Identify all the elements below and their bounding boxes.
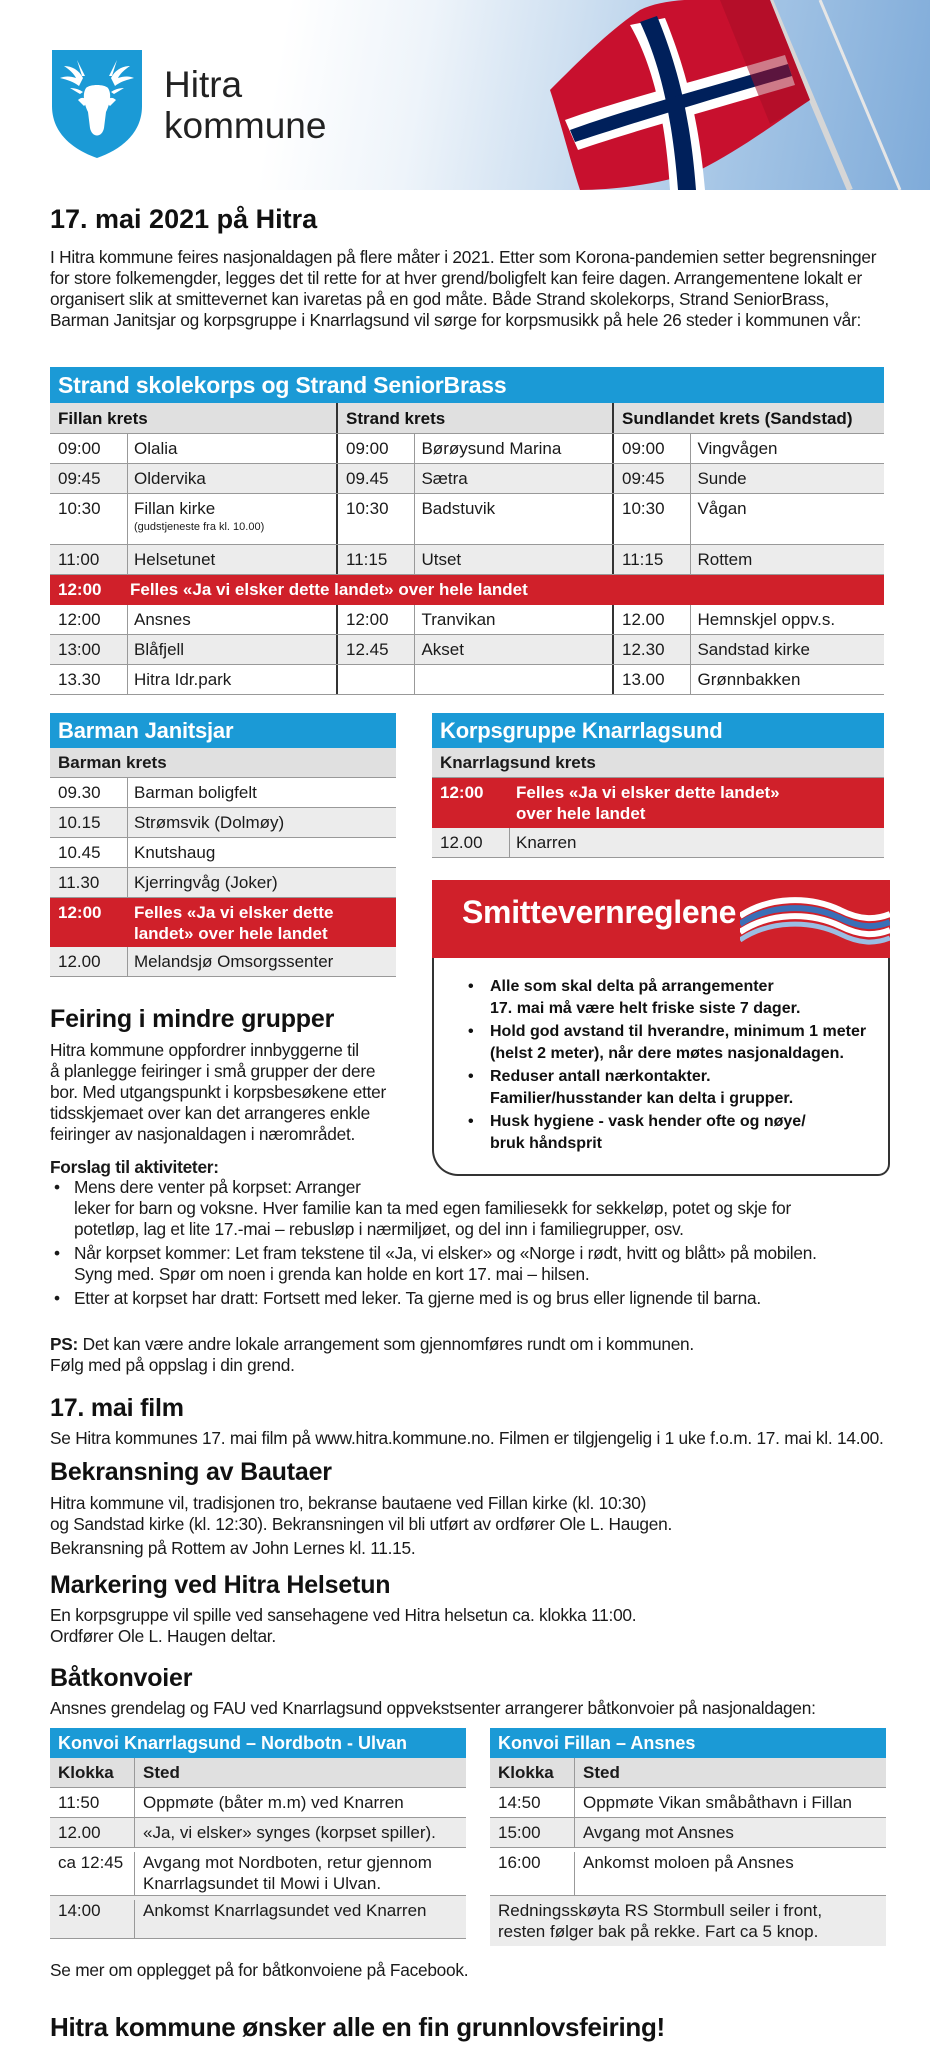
place-cell: Avgang mot Nordboten, retur gjennom bbox=[143, 1853, 432, 1872]
note-line: resten følger bak på rekke. Fart ca 5 knop. bbox=[498, 1922, 819, 1941]
place-cell: Avgang mot Ansnes bbox=[583, 1823, 734, 1842]
text-line: å planlegge feiringer i små grupper der dere bbox=[50, 1061, 376, 1081]
forslag-label: Forslag til aktiviteter: bbox=[50, 1157, 219, 1177]
facebook-note: Se mer om opplegget på for båtkonvoiene på Facebook. bbox=[50, 1960, 469, 1980]
table-row bbox=[490, 1848, 886, 1896]
place-cell: Sandstad kirke bbox=[697, 640, 810, 659]
table-row bbox=[50, 838, 396, 868]
time-cell: 09:45 bbox=[50, 464, 128, 493]
activity-list bbox=[50, 1177, 890, 1312]
place-cell: Kjerringvåg (Joker) bbox=[134, 873, 278, 892]
time-cell: 12.00 bbox=[614, 605, 691, 634]
rule-line: • Reduser antall nærkontakter. bbox=[490, 1068, 711, 1085]
place-cell: Knarren bbox=[516, 833, 577, 852]
konvoi-knarrlagsund-table bbox=[50, 1728, 466, 1939]
text-line: feiringer av nasjonaldagen i nærområdet. bbox=[50, 1124, 356, 1144]
time-cell: ca 12:45 bbox=[50, 1852, 135, 1895]
time-cell: 09:00 bbox=[614, 434, 691, 463]
place-cell: Fillan kirke bbox=[134, 499, 216, 518]
strand-schedule-table bbox=[50, 367, 884, 695]
time-cell bbox=[338, 665, 415, 694]
ps-paragraph bbox=[50, 1334, 890, 1376]
place-cell: Helsetunet bbox=[134, 550, 216, 569]
time-cell: 14:50 bbox=[490, 1788, 575, 1817]
place-cell: Vågan bbox=[697, 499, 747, 518]
col-header-klokka: Klokka bbox=[50, 1758, 135, 1787]
time-cell: 14:00 bbox=[50, 1900, 135, 1938]
strand-table-title: Strand skolekorps og Strand SeniorBrass bbox=[50, 367, 884, 403]
time-cell: 11.30 bbox=[50, 868, 128, 897]
table-row bbox=[50, 808, 396, 838]
place-cell: Utset bbox=[421, 550, 462, 569]
col-header-sted: Sted bbox=[143, 1763, 180, 1782]
time-cell: 12.00 bbox=[432, 828, 510, 857]
col-header-sted: Sted bbox=[583, 1763, 620, 1782]
time-cell: 09.30 bbox=[50, 778, 128, 807]
place-cell: Børøysund Marina bbox=[421, 439, 562, 458]
text-line: tidsskjemaet over kan det arrangeres enkle bbox=[50, 1103, 370, 1123]
closing-message: Hitra kommune ønsker alle en fin grunnlovsfeiring! bbox=[50, 2012, 665, 2042]
felles-row bbox=[432, 778, 884, 828]
page-title: 17. mai 2021 på Hitra bbox=[50, 204, 318, 234]
place-cell: Badstuvik bbox=[421, 499, 496, 518]
smittevern-header bbox=[432, 880, 890, 958]
norwegian-flag-icon bbox=[520, 0, 930, 190]
col-header-strand: Strand krets bbox=[336, 403, 612, 433]
batkonvoier-intro: Ansnes grendelag og FAU ved Knarrlagsund oppvekstsenter arrangerer båtkonvoier på nasjonaldagen: bbox=[50, 1698, 816, 1718]
felles-text-line2: over hele landet bbox=[516, 804, 646, 823]
rule-line: bruk håndsprit bbox=[490, 1135, 603, 1152]
table-row bbox=[50, 868, 396, 898]
place-cell: Oppmøte Vikan småbåthavn i Fillan bbox=[583, 1793, 852, 1812]
rule-line: • Hold god avstand til hverandre, minimum 1 meter bbox=[490, 1023, 867, 1040]
rule-line: • Husk hygiene - vask hender ofte og nøye/ bbox=[490, 1113, 806, 1130]
place-cell-line2: Knarrlagsundet til Mowi i Ulvan. bbox=[143, 1874, 382, 1893]
table-row bbox=[50, 778, 396, 808]
time-cell: 09:00 bbox=[50, 434, 128, 463]
place-cell: Ankomst Knarrlagsundet ved Knarren bbox=[143, 1901, 427, 1920]
time-cell: 09.45 bbox=[338, 464, 415, 493]
knarr-table-title: Korpsgruppe Knarrlagsund bbox=[432, 713, 884, 748]
film-heading: 17. mai film bbox=[50, 1394, 184, 1422]
time-cell: 12.30 bbox=[614, 635, 691, 664]
text-line: bor. Med utgangspunkt i korpsbesøkene etter bbox=[50, 1082, 387, 1102]
rule-line: • Alle som skal delta på arrangementer bbox=[490, 978, 774, 995]
table-row bbox=[50, 635, 884, 665]
konvoi2-title: Konvoi Fillan – Ansnes bbox=[490, 1728, 886, 1758]
text-line: Bekransning på Rottem av John Lernes kl. 11.15. bbox=[50, 1538, 416, 1558]
time-cell: 12:00 bbox=[50, 605, 128, 634]
knarr-table-subheader: Knarrlagsund krets bbox=[432, 748, 884, 778]
place-cell bbox=[415, 665, 612, 694]
time-cell: 09:00 bbox=[338, 434, 415, 463]
place-cell: Sunde bbox=[697, 469, 747, 488]
text-line: • Når korpset kommer: Let fram tekstene til «Ja, vi elsker» og «Norge i rødt, hvitt og blått» på mobilen. bbox=[74, 1243, 817, 1263]
time-cell: 13:00 bbox=[50, 635, 128, 664]
place-cell: Vingvågen bbox=[697, 439, 778, 458]
text-line: Hitra kommune oppfordrer innbyggerne til bbox=[50, 1040, 359, 1060]
konvoi2-note bbox=[490, 1896, 886, 1946]
place-cell: Ankomst moloen på Ansnes bbox=[583, 1853, 794, 1872]
bautaer-heading: Bekransning av Bautaer bbox=[50, 1458, 332, 1486]
time-cell: 16:00 bbox=[490, 1852, 575, 1895]
list-item bbox=[50, 1288, 890, 1309]
place-cell: Barman boligfelt bbox=[134, 783, 257, 802]
feiring-paragraph bbox=[50, 1040, 430, 1145]
place-cell: Knutshaug bbox=[134, 843, 216, 862]
text-line: En korpsgruppe vil spille ved sansehagene ved Hitra helsetun ca. klokka 11:00. bbox=[50, 1605, 637, 1625]
felles-time: 12:00 bbox=[58, 580, 102, 599]
barman-table-subheader: Barman krets bbox=[50, 748, 396, 778]
place-cell: Blåfjell bbox=[134, 640, 185, 659]
time-cell: 12.45 bbox=[338, 635, 415, 664]
text-line: Hitra kommune vil, tradisjonen tro, bekranse bautaene ved Fillan kirke (kl. 10:30) bbox=[50, 1493, 647, 1513]
gudstjeneste-note: (gudstjeneste fra kl. 10.00) bbox=[134, 521, 265, 533]
org-name-line1: Hitra bbox=[164, 64, 243, 105]
konvoi2-header bbox=[490, 1758, 886, 1788]
ps-label: PS: bbox=[50, 1334, 79, 1354]
rule-line: (helst 2 meter), når dere møtes nasjonaldagen. bbox=[490, 1045, 844, 1062]
felles-time: 12:00 bbox=[58, 903, 102, 922]
konvoi1-title: Konvoi Knarrlagsund – Nordbotn - Ulvan bbox=[50, 1728, 466, 1758]
time-cell: 10.15 bbox=[50, 808, 128, 837]
time-cell: 12.00 bbox=[50, 947, 128, 976]
organization-name bbox=[164, 64, 326, 146]
list-item bbox=[468, 1066, 878, 1110]
table-row bbox=[50, 1896, 466, 1939]
table-row bbox=[432, 828, 884, 858]
time-cell: 10:30 bbox=[338, 494, 415, 544]
place-cell: Grønnbakken bbox=[697, 670, 801, 689]
rule-line: Familier/husstander kan delta i grupper. bbox=[490, 1090, 794, 1107]
place-cell: Oppmøte (båter m.m) ved Knarren bbox=[143, 1793, 404, 1812]
time-cell: 10:30 bbox=[50, 494, 128, 544]
time-cell: 12:00 bbox=[338, 605, 415, 634]
time-cell: 10.45 bbox=[50, 838, 128, 867]
list-item bbox=[468, 1111, 878, 1155]
place-cell: «Ja, vi elsker» synges (korpset spiller). bbox=[143, 1823, 436, 1842]
text-line: og Sandstad kirke (kl. 12:30). Bekransningen vil bli utført av ordfører Ole L. Haugen. bbox=[50, 1514, 673, 1534]
feiring-heading: Feiring i mindre grupper bbox=[50, 1005, 335, 1033]
list-item bbox=[50, 1243, 890, 1285]
time-cell: 09:45 bbox=[614, 464, 691, 493]
place-cell: Ansnes bbox=[134, 610, 191, 629]
place-cell: Sætra bbox=[421, 469, 468, 488]
felles-text-line2: landet» over hele landet bbox=[134, 924, 328, 943]
smittevern-rules-list bbox=[468, 976, 878, 1156]
ps-text-line2: Følg med på oppslag i din grend. bbox=[50, 1355, 295, 1375]
text-line: leker for barn og voksne. Hver familie kan ta med egen familiesekk for sekkeløp, potet og skje for bbox=[74, 1198, 792, 1218]
text-line: • Etter at korpset har dratt: Fortsett med leker. Ta gjerne med is og brus eller lignende til barna. bbox=[74, 1288, 761, 1308]
time-cell: 12.00 bbox=[50, 1818, 135, 1847]
text-line: • Mens dere venter på korpset: Arranger bbox=[74, 1177, 361, 1197]
table-row bbox=[50, 1818, 466, 1848]
table-row bbox=[50, 947, 396, 977]
table-row bbox=[50, 494, 884, 545]
table-row bbox=[50, 665, 884, 695]
place-cell: Hitra Idr.park bbox=[134, 670, 232, 689]
time-cell: 11:50 bbox=[50, 1788, 135, 1817]
place-cell: Akset bbox=[421, 640, 464, 659]
note-line: Redningsskøyta RS Stormbull seiler i front, bbox=[498, 1901, 823, 1920]
batkonvoier-heading: Båtkonvoier bbox=[50, 1664, 193, 1692]
place-cell: Melandsjø Omsorgssenter bbox=[134, 952, 334, 971]
page-header bbox=[0, 0, 930, 190]
barman-table-title: Barman Janitsjar bbox=[50, 713, 396, 748]
col-header-fillan: Fillan krets bbox=[58, 409, 148, 428]
knarrlagsund-schedule-table bbox=[432, 713, 884, 858]
table-row bbox=[490, 1818, 886, 1848]
felles-row bbox=[50, 898, 396, 947]
place-cell: Tranvikan bbox=[421, 610, 496, 629]
time-cell: 13.00 bbox=[614, 665, 691, 694]
place-cell: Rottem bbox=[697, 550, 753, 569]
rule-line: 17. mai må være helt friske siste 7 dager. bbox=[490, 1000, 801, 1017]
table-row bbox=[490, 1788, 886, 1818]
smittevern-box bbox=[432, 880, 890, 1176]
felles-row bbox=[50, 575, 884, 605]
time-cell: 10:30 bbox=[614, 494, 691, 544]
strand-table-header bbox=[50, 403, 884, 434]
felles-time: 12:00 bbox=[440, 783, 484, 802]
text-line: potetløp, lag et lite 17.-mai – rebusløp i nærmiljøet, og del inn i familiegrupper, osv. bbox=[74, 1219, 684, 1239]
table-row bbox=[50, 464, 884, 494]
film-text: Se Hitra kommunes 17. mai film på www.hitra.kommune.no. Filmen er tilgjengelig i 1 uke f.o.m. 17. mai kl. 14.00. bbox=[50, 1428, 884, 1448]
list-item bbox=[468, 976, 878, 1020]
time-cell: 15:00 bbox=[490, 1818, 575, 1847]
time-cell: 11:00 bbox=[50, 545, 128, 574]
table-row bbox=[50, 545, 884, 575]
table-row bbox=[50, 1848, 466, 1896]
felles-text-line1: Felles «Ja vi elsker dette landet» bbox=[516, 783, 780, 802]
konvoi-fillan-table bbox=[490, 1728, 886, 1946]
place-cell: Olalia bbox=[134, 439, 178, 458]
ps-text: Det kan være andre lokale arrangement som gjennomføres rundt om i kommunen. bbox=[78, 1334, 694, 1354]
place-cell: Strømsvik (Dolmøy) bbox=[134, 813, 285, 832]
table-row bbox=[50, 1788, 466, 1818]
helsetun-heading: Markering ved Hitra Helsetun bbox=[50, 1571, 391, 1599]
intro-paragraph: I Hitra kommune feires nasjonaldagen på flere måter i 2021. Etter som Korona-pandemien setter begrensninger for store folkemengder, legges det til rette for at hver grend/boligfelt kan feire dagen. Arrangementene lokalt er organisert slik at smittevernet kan ivaretas på en god måte. Både Strand skolekorps, Strand SeniorBrass, Barman Janitsjar og korpsgruppe i Knarrlagsund vil sørge for korpsmusikk på hele 26 steder i kommunen vår: bbox=[50, 247, 877, 330]
felles-text-line1: Felles «Ja vi elsker dette bbox=[134, 903, 334, 922]
place-cell: Oldervika bbox=[134, 469, 206, 488]
list-item bbox=[468, 1021, 878, 1065]
deer-shield-icon bbox=[50, 48, 144, 160]
helsetun-paragraph bbox=[50, 1605, 910, 1647]
text-line: Ordfører Ole L. Haugen deltar. bbox=[50, 1626, 276, 1646]
col-header-klokka: Klokka bbox=[490, 1758, 575, 1787]
time-cell: 13.30 bbox=[50, 665, 128, 694]
konvoi1-header bbox=[50, 1758, 466, 1788]
table-row bbox=[50, 434, 884, 464]
time-cell: 11:15 bbox=[338, 545, 415, 574]
list-item bbox=[50, 1177, 890, 1240]
org-name-line2: kommune bbox=[164, 105, 327, 146]
col-header-sundlandet: Sundlandet krets (Sandstad) bbox=[612, 403, 884, 433]
time-cell: 11:15 bbox=[614, 545, 691, 574]
text-line: Syng med. Spør om noen i grenda kan holde en kort 17. mai – hilsen. bbox=[74, 1264, 590, 1284]
place-cell: Hemnskjel oppv.s. bbox=[697, 610, 836, 629]
table-row bbox=[50, 605, 884, 635]
bautaer-paragraph bbox=[50, 1493, 910, 1559]
barman-schedule-table bbox=[50, 713, 396, 977]
felles-text: Felles «Ja vi elsker dette landet» over hele landet bbox=[130, 580, 528, 599]
smittevern-title: Smittevernreglene bbox=[462, 894, 737, 930]
flag-ribbon-icon bbox=[740, 890, 890, 950]
